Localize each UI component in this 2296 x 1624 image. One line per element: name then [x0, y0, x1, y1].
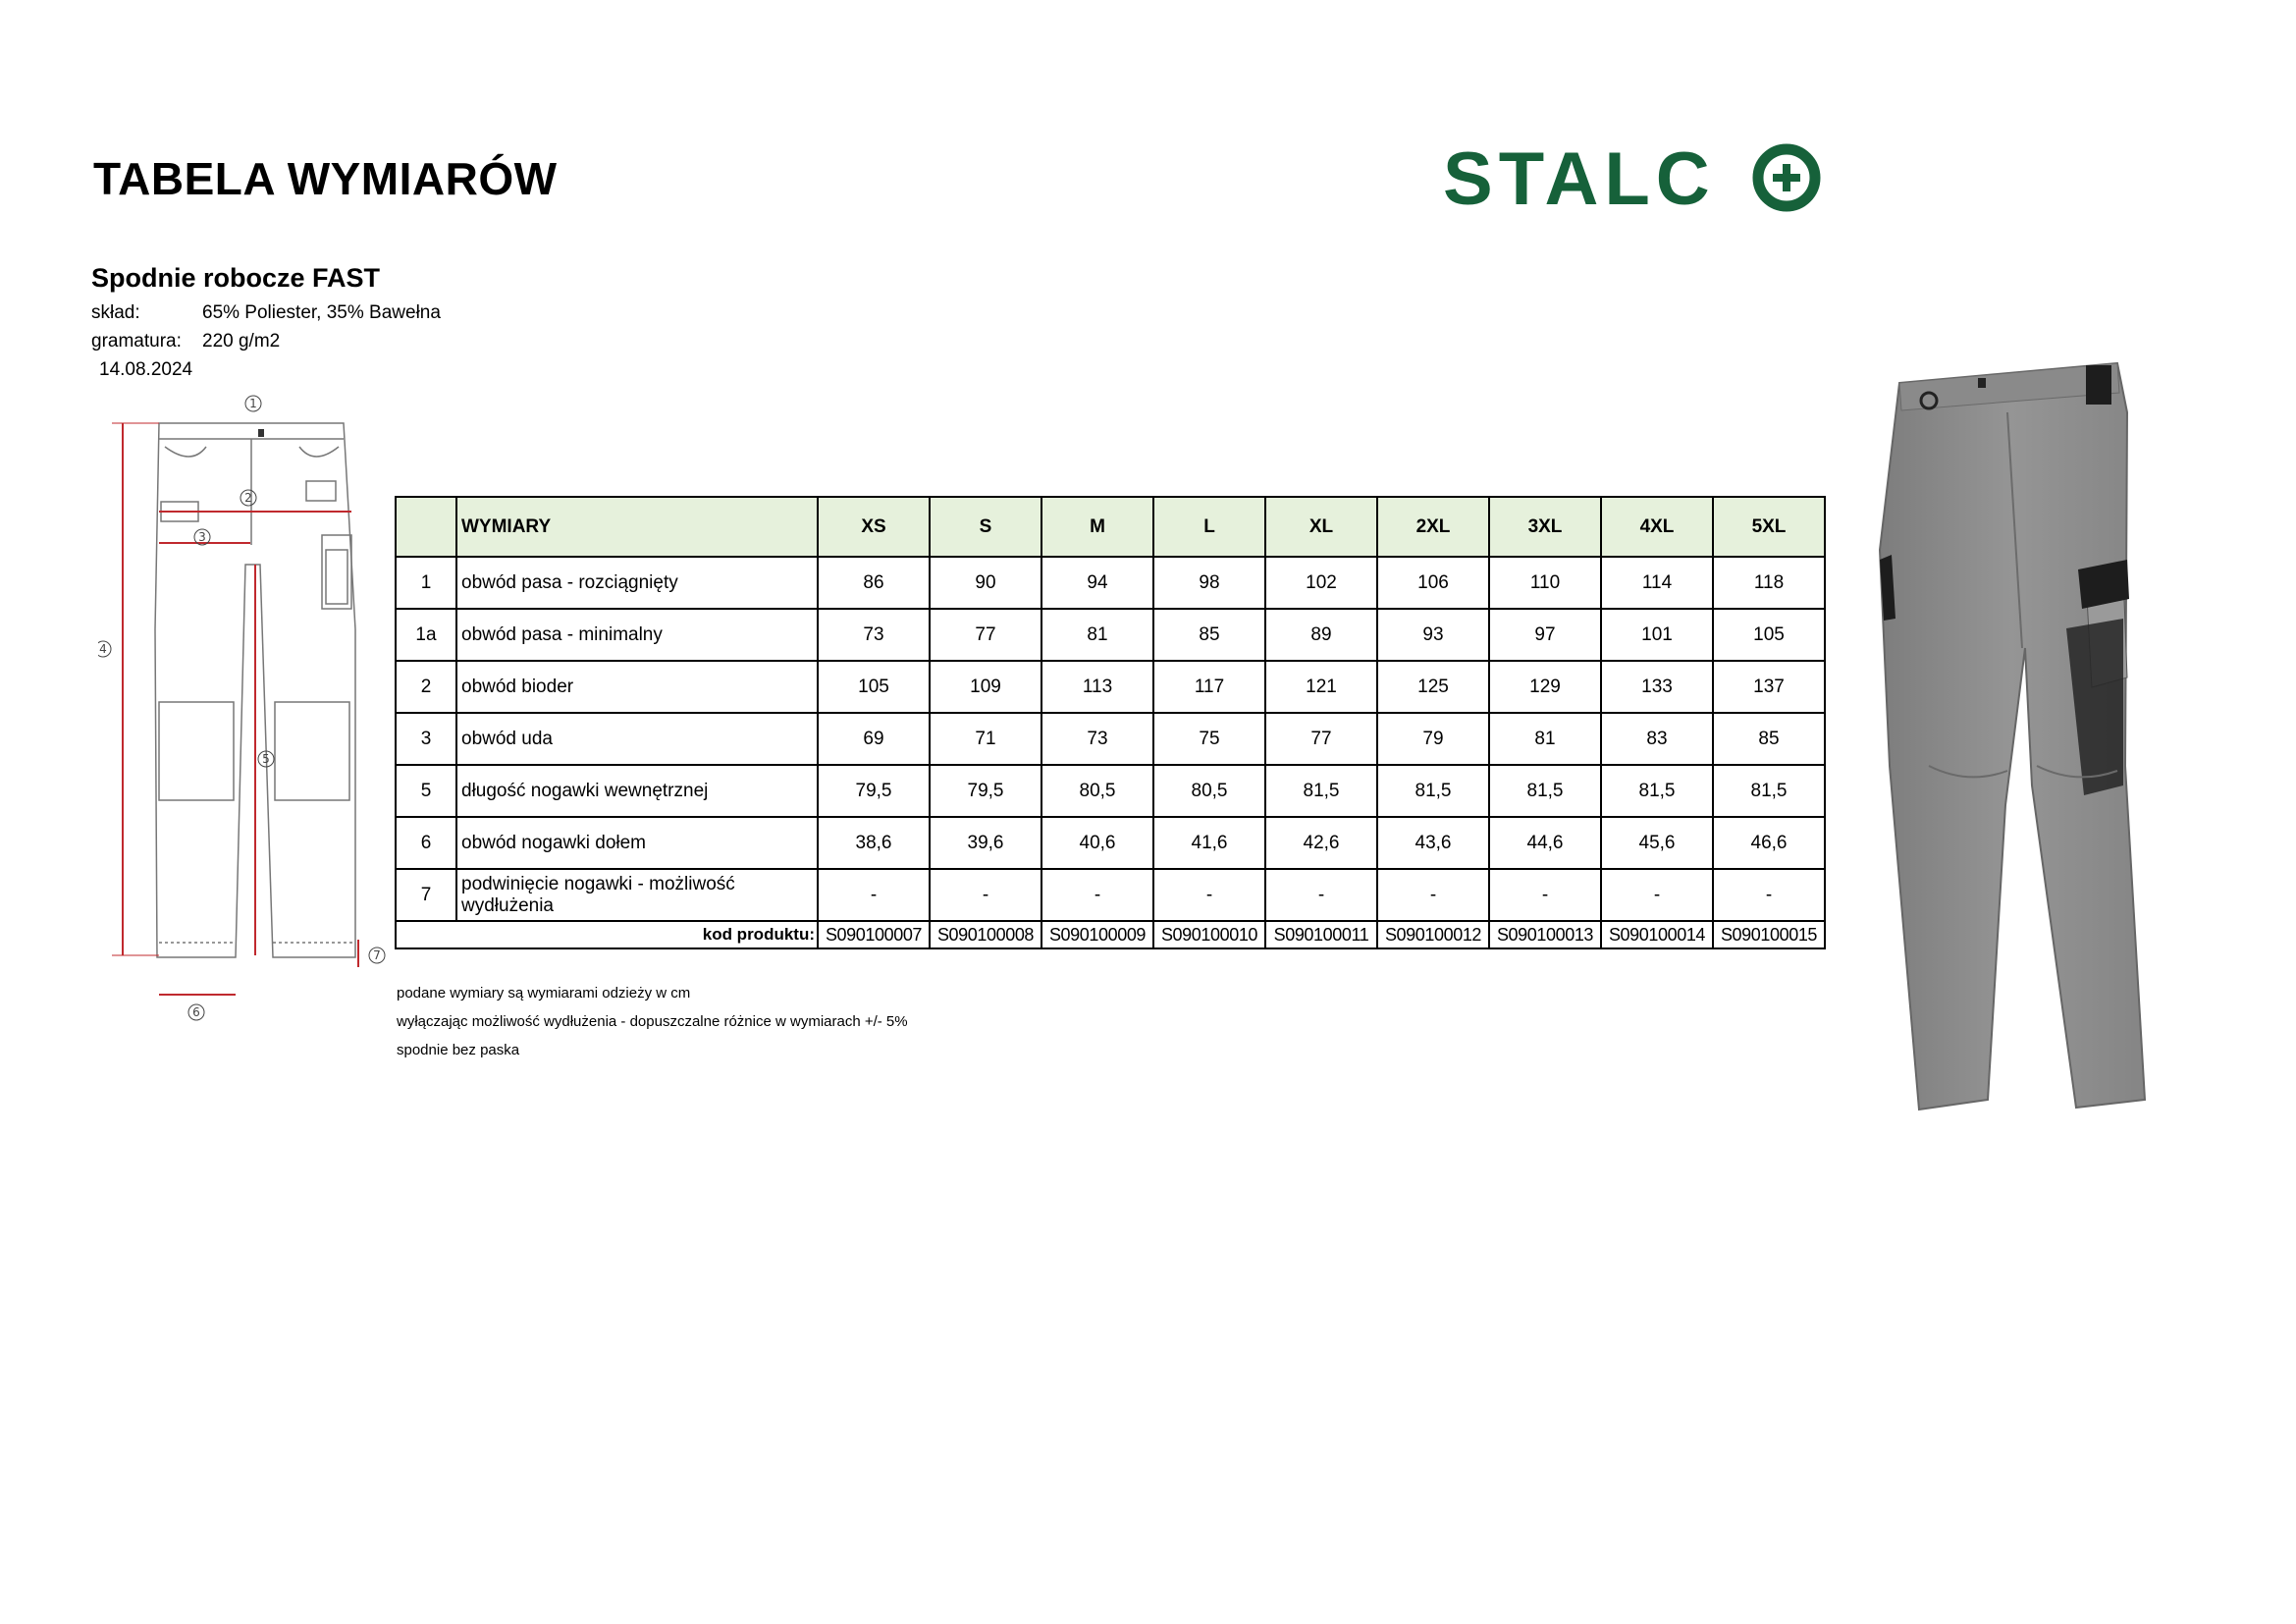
row-label: obwód pasa - minimalny: [456, 609, 818, 661]
svg-text:4: 4: [99, 642, 107, 656]
product-code-cell: S090100013: [1489, 921, 1601, 948]
size-header-cell: M: [1041, 497, 1153, 557]
value-cell: 118: [1713, 557, 1825, 609]
measure-lines: [112, 423, 358, 995]
note-1: podane wymiary są wymiarami odzieży w cm: [397, 985, 691, 1001]
product-code-cell: S090100008: [930, 921, 1041, 948]
logo-text: STALC: [1443, 137, 1716, 216]
stalco-logo: [1443, 137, 1826, 216]
value-cell: 77: [930, 609, 1041, 661]
header-num-cell: [396, 497, 456, 557]
value-cell: 110: [1489, 557, 1601, 609]
svg-text:3: 3: [198, 530, 206, 544]
table-row: [396, 713, 1825, 765]
row-label: podwinięcie nogawki - możliwość wydłużenia: [456, 869, 818, 921]
logo-cross-icon: [1758, 149, 1815, 206]
value-cell: -: [1601, 869, 1713, 921]
table-row: [396, 765, 1825, 817]
row-number: 2: [396, 661, 456, 713]
value-cell: -: [1153, 869, 1265, 921]
page-title: TABELA WYMIARÓW: [93, 153, 558, 204]
size-header-cell: 2XL: [1377, 497, 1489, 557]
table-row: [396, 817, 1825, 869]
composition-label: skład:: [91, 302, 140, 323]
value-cell: -: [1713, 869, 1825, 921]
product-code-label: kod produktu:: [396, 921, 818, 948]
value-cell: 86: [818, 557, 930, 609]
value-cell: 102: [1265, 557, 1377, 609]
product-code-cell: S090100011: [1265, 921, 1377, 948]
header-label-cell: WYMIARY: [456, 497, 818, 557]
waist-button-icon: [258, 429, 264, 437]
value-cell: 81,5: [1265, 765, 1377, 817]
product-code-row: [396, 921, 1825, 948]
value-cell: -: [1489, 869, 1601, 921]
row-number: 3: [396, 713, 456, 765]
svg-text:7: 7: [373, 948, 381, 962]
value-cell: 137: [1713, 661, 1825, 713]
value-cell: 80,5: [1041, 765, 1153, 817]
note-2: wyłączając możliwość wydłużenia - dopuszczalne różnice w wymiarach +/- 5%: [397, 1013, 908, 1030]
size-header-cell: 4XL: [1601, 497, 1713, 557]
value-cell: 75: [1153, 713, 1265, 765]
table-row: [396, 609, 1825, 661]
value-cell: -: [818, 869, 930, 921]
row-label: długość nogawki wewnętrznej: [456, 765, 818, 817]
value-cell: 43,6: [1377, 817, 1489, 869]
value-cell: 83: [1601, 713, 1713, 765]
value-cell: 93: [1377, 609, 1489, 661]
product-code-cell: S090100007: [818, 921, 930, 948]
value-cell: 77: [1265, 713, 1377, 765]
value-cell: 44,6: [1489, 817, 1601, 869]
row-label: obwód nogawki dołem: [456, 817, 818, 869]
value-cell: 117: [1153, 661, 1265, 713]
table-row: [396, 557, 1825, 609]
value-cell: 73: [1041, 713, 1153, 765]
svg-text:6: 6: [192, 1005, 200, 1019]
size-header-cell: XL: [1265, 497, 1377, 557]
value-cell: -: [1265, 869, 1377, 921]
value-cell: 81: [1041, 609, 1153, 661]
row-number: 7: [396, 869, 456, 921]
value-cell: 121: [1265, 661, 1377, 713]
product-name: Spodnie robocze FAST: [91, 263, 381, 293]
value-cell: 94: [1041, 557, 1153, 609]
value-cell: 129: [1489, 661, 1601, 713]
value-cell: 105: [818, 661, 930, 713]
value-cell: 125: [1377, 661, 1489, 713]
value-cell: 80,5: [1153, 765, 1265, 817]
weight-label: gramatura:: [91, 331, 182, 352]
product-code-cell: S090100012: [1377, 921, 1489, 948]
value-cell: -: [930, 869, 1041, 921]
size-header-row: [396, 497, 1825, 557]
weight-value: 220 g/m2: [202, 331, 281, 352]
value-cell: 81,5: [1713, 765, 1825, 817]
value-cell: 81,5: [1489, 765, 1601, 817]
value-cell: 133: [1601, 661, 1713, 713]
row-number: 1a: [396, 609, 456, 661]
svg-text:5: 5: [262, 752, 270, 766]
value-cell: 46,6: [1713, 817, 1825, 869]
size-header-cell: L: [1153, 497, 1265, 557]
size-header-cell: 3XL: [1489, 497, 1601, 557]
row-label: obwód uda: [456, 713, 818, 765]
value-cell: 79,5: [818, 765, 930, 817]
table-row: [396, 869, 1825, 921]
composition-value: 65% Poliester, 35% Bawełna: [202, 302, 441, 323]
value-cell: -: [1041, 869, 1153, 921]
product-code-cell: S090100015: [1713, 921, 1825, 948]
value-cell: 69: [818, 713, 930, 765]
row-label: obwód pasa - rozciągnięty: [456, 557, 818, 609]
table-row: [396, 661, 1825, 713]
value-cell: 41,6: [1153, 817, 1265, 869]
date: 14.08.2024: [99, 359, 193, 380]
value-cell: 81,5: [1601, 765, 1713, 817]
value-cell: 38,6: [818, 817, 930, 869]
value-cell: 89: [1265, 609, 1377, 661]
svg-text:1: 1: [249, 397, 257, 410]
value-cell: 42,6: [1265, 817, 1377, 869]
value-cell: 79,5: [930, 765, 1041, 817]
value-cell: 45,6: [1601, 817, 1713, 869]
value-cell: 85: [1713, 713, 1825, 765]
row-label: obwód bioder: [456, 661, 818, 713]
size-header-cell: XS: [818, 497, 930, 557]
row-number: 5: [396, 765, 456, 817]
product-code-cell: S090100014: [1601, 921, 1713, 948]
value-cell: 39,6: [930, 817, 1041, 869]
product-photo: [1860, 353, 2184, 1119]
value-cell: 90: [930, 557, 1041, 609]
value-cell: 81: [1489, 713, 1601, 765]
value-cell: 101: [1601, 609, 1713, 661]
value-cell: 71: [930, 713, 1041, 765]
row-number: 1: [396, 557, 456, 609]
size-header-cell: S: [930, 497, 1041, 557]
value-cell: 73: [818, 609, 930, 661]
value-cell: 81,5: [1377, 765, 1489, 817]
value-cell: 79: [1377, 713, 1489, 765]
measurement-drawing: [98, 388, 402, 1026]
value-cell: 114: [1601, 557, 1713, 609]
value-cell: 106: [1377, 557, 1489, 609]
note-3: spodnie bez paska: [397, 1042, 520, 1058]
value-cell: 98: [1153, 557, 1265, 609]
value-cell: -: [1377, 869, 1489, 921]
size-header-cell: 5XL: [1713, 497, 1825, 557]
value-cell: 97: [1489, 609, 1601, 661]
value-cell: 85: [1153, 609, 1265, 661]
value-cell: 40,6: [1041, 817, 1153, 869]
product-code-cell: S090100009: [1041, 921, 1153, 948]
product-code-cell: S090100010: [1153, 921, 1265, 948]
svg-text:2: 2: [244, 491, 252, 505]
value-cell: 105: [1713, 609, 1825, 661]
value-cell: 113: [1041, 661, 1153, 713]
row-number: 6: [396, 817, 456, 869]
size-table: [395, 496, 1826, 949]
value-cell: 109: [930, 661, 1041, 713]
